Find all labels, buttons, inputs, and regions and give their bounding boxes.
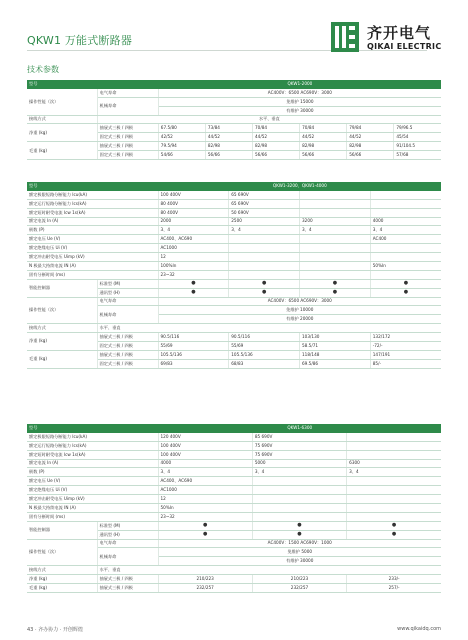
- cell-value: 79/84: [347, 124, 394, 133]
- check-dot: ●: [158, 521, 252, 530]
- table-row: [27, 80, 441, 88]
- cell-value: 50%In: [370, 262, 441, 271]
- header: [0, 0, 468, 62]
- table-row: [27, 297, 441, 306]
- table-row: [27, 432, 441, 441]
- cell-value: 257/-: [347, 584, 441, 593]
- row-label: 额定绝缘电压 Ui (V): [27, 486, 158, 495]
- cell-value: 有维护 30000: [158, 106, 441, 115]
- cell-value: 68/83: [229, 359, 300, 368]
- cell-value: 免维护 5000: [158, 548, 441, 557]
- cell-value: 79/96.5: [394, 124, 441, 133]
- cell-value: [229, 235, 300, 244]
- table-row: [27, 495, 441, 504]
- check-dot: ●: [229, 288, 300, 297]
- table-row: [27, 244, 441, 253]
- table-row: [27, 217, 441, 226]
- cell-value: 90.5/116: [158, 333, 229, 342]
- model-value: QKW1-2000: [158, 80, 441, 88]
- cell-value: 67.5/80: [158, 124, 205, 133]
- row-label: 额定冲击耐受电压 Uimp (kV): [27, 253, 158, 262]
- cell-value: 147/191: [370, 350, 441, 359]
- sub-label: 抽屉式三极 / 四极: [97, 142, 158, 151]
- sub-label: 机械寿命: [97, 97, 158, 115]
- logo: [331, 22, 449, 58]
- model-value: QKW1-3200、QKW1-4000: [158, 182, 441, 190]
- cell-value: 3、4: [370, 226, 441, 235]
- sub-label: 机械寿命: [97, 548, 158, 566]
- table-row: [27, 324, 441, 333]
- cell-value: [347, 441, 441, 450]
- cell-value: -72/-: [370, 342, 441, 351]
- spec-table-3200-4000: [27, 182, 441, 369]
- cell-value: 100%In: [158, 262, 229, 271]
- sub-label: 电气寿命: [97, 297, 158, 306]
- cell-value: 55/69: [229, 342, 300, 351]
- cell-value: 6300: [347, 459, 441, 468]
- cell-value: AC400、AC690: [158, 477, 252, 486]
- logo-icon: [331, 22, 359, 52]
- table-row: [27, 182, 441, 190]
- check-dot: ●: [252, 521, 346, 530]
- cell-value: 82/98: [253, 142, 300, 151]
- cell-value: [229, 244, 300, 253]
- table-row: [27, 350, 441, 359]
- cell-value: [252, 504, 346, 513]
- row-label: 智能控制器: [27, 521, 97, 539]
- cell-value: 4000: [158, 459, 252, 468]
- sub-label: 通讯型 (H): [97, 288, 158, 297]
- cell-value: [347, 477, 441, 486]
- cell-value: 50%In: [158, 504, 252, 513]
- cell-value: 3、4: [158, 468, 252, 477]
- row-label: 毛重 (kg): [27, 142, 97, 160]
- table-row: [27, 486, 441, 495]
- check-dot: ●: [229, 279, 300, 288]
- cell-value: 有维护 30000: [158, 557, 441, 566]
- cell-value: 44/52: [300, 133, 347, 142]
- cell-value: [347, 504, 441, 513]
- cell-value: 85/-: [370, 359, 441, 368]
- cell-value: 3200: [300, 217, 371, 226]
- cell-value: [252, 495, 346, 504]
- cell-value: 105.5/136: [158, 350, 229, 359]
- cell-value: 免维护 10000: [158, 306, 441, 315]
- cell-value: AC1000: [158, 486, 252, 495]
- cell-value: 69.5/86: [300, 359, 371, 368]
- row-label: 额定运行短路分断能力 Ics(kA): [27, 441, 158, 450]
- cell-value: 3、4: [229, 226, 300, 235]
- table-row: [27, 142, 441, 151]
- table-row: [27, 262, 441, 271]
- model-label: 型号: [27, 80, 158, 88]
- row-label: 额定冲击耐受电压 Uimp (kV): [27, 495, 158, 504]
- cell-value: 44/52: [253, 133, 300, 142]
- table-row: [27, 424, 441, 432]
- cell-value: 4000: [370, 217, 441, 226]
- row-label: 固有分断时间 (ms): [27, 512, 158, 521]
- cell-value: 3、4: [252, 468, 346, 477]
- cell-value: 3、4: [300, 226, 371, 235]
- sub-label: 固定式三极 / 四极: [97, 133, 158, 142]
- table-row: [27, 566, 441, 575]
- cell-value: 65 690V: [229, 199, 300, 208]
- logo-en: QIKAI ELECTRIC: [367, 42, 442, 51]
- cell-value: 75 690V: [252, 441, 346, 450]
- cell-value: 105.5/136: [229, 350, 300, 359]
- row-label: 额定电流 In (A): [27, 217, 158, 226]
- sub-label: 抽屉式三极 / 四极: [97, 124, 158, 133]
- cell-value: [370, 244, 441, 253]
- sub-label: 固定式三极 / 四极: [97, 151, 158, 160]
- check-dot: ●: [300, 279, 371, 288]
- row-label: 净重 (kg): [27, 575, 97, 584]
- row-label: 毛重 (kg): [27, 350, 97, 368]
- cell-value: AC1000: [158, 244, 229, 253]
- row-label: 极数 (P): [27, 468, 158, 477]
- cell-value: 54/66: [158, 151, 205, 160]
- cell-value: 80 400V: [158, 208, 229, 217]
- sub-label: 抽屉式三极 / 四极: [97, 350, 158, 359]
- cell-value: AC400V：1500 AC690V：1000: [158, 539, 441, 548]
- cell-value: [300, 190, 371, 199]
- sub-label: 标准型 (M): [97, 279, 158, 288]
- table-row: [27, 270, 441, 279]
- cell-value: 120 400V: [158, 432, 252, 441]
- table-row: [27, 477, 441, 486]
- cell-value: 45/54: [394, 133, 441, 142]
- model-label: 型号: [27, 182, 158, 190]
- check-dot: ●: [252, 530, 346, 539]
- model-value: QKW1-6300: [158, 424, 441, 432]
- spec-table-2000: [27, 80, 441, 160]
- row-label: N 极最大持续电流 IN (A): [27, 504, 158, 513]
- cell-value: 82/98: [300, 142, 347, 151]
- cell-value: [252, 477, 346, 486]
- table-row: [27, 115, 441, 124]
- table-row: [27, 441, 441, 450]
- cell-value: 80 400V: [158, 199, 229, 208]
- cell-value: 水平、垂直: [97, 324, 441, 333]
- sub-label: 电气寿命: [97, 539, 158, 548]
- sub-label: 机械寿命: [97, 306, 158, 324]
- sub-label: 固定式三极 / 四极: [97, 359, 158, 368]
- cell-value: 23~32: [158, 512, 252, 521]
- cell-value: 3、4: [347, 468, 441, 477]
- cell-value: 73/84: [205, 124, 252, 133]
- cell-value: 75 690V: [252, 450, 346, 459]
- cell-value: 70/84: [300, 124, 347, 133]
- table-row: [27, 253, 441, 262]
- table-row: [27, 584, 441, 593]
- table-row: [27, 88, 441, 97]
- cell-value: 50 690V: [229, 208, 300, 217]
- cell-value: 56/66: [347, 151, 394, 160]
- check-dot: ●: [370, 279, 441, 288]
- row-label: 净重 (kg): [27, 333, 97, 351]
- row-label: 操作性能（次）: [27, 539, 97, 566]
- cell-value: 23~32: [158, 270, 229, 279]
- footer-website-link[interactable]: www.qikaidq.com: [397, 626, 441, 632]
- cell-value: 103/130: [300, 333, 371, 342]
- table-row: [27, 235, 441, 244]
- cell-value: 44/52: [205, 133, 252, 142]
- cell-value: 79.5/94: [158, 142, 205, 151]
- cell-value: [370, 199, 441, 208]
- cell-value: 69/83: [158, 359, 229, 368]
- cell-value: 233/-: [347, 575, 441, 584]
- row-label: 额定电流 In (A): [27, 459, 158, 468]
- table-row: [27, 512, 441, 521]
- cell-value: 水平、垂直: [97, 115, 441, 124]
- table-row: [27, 208, 441, 217]
- cell-value: 56/66: [300, 151, 347, 160]
- row-label: 接线方式: [27, 115, 97, 124]
- row-label: 智能控制器: [27, 279, 97, 297]
- table-row: [27, 199, 441, 208]
- cell-value: [347, 512, 441, 521]
- cell-value: [370, 253, 441, 262]
- cell-value: 55/69: [158, 342, 229, 351]
- sub-label: 抽屉式三极 / 四极: [97, 584, 158, 593]
- cell-value: 82/98: [347, 142, 394, 151]
- sub-label: 抽屉式三极 / 四极: [97, 575, 158, 584]
- check-dot: ●: [347, 521, 441, 530]
- table-row: [27, 539, 441, 548]
- cell-value: 210/223: [252, 575, 346, 584]
- sub-label: 标准型 (M): [97, 521, 158, 530]
- cell-value: AC400V：6500 AC690V：3000: [158, 297, 441, 306]
- cell-value: 232/257: [158, 584, 252, 593]
- cell-value: [229, 270, 300, 279]
- cell-value: [300, 262, 371, 271]
- row-label: 固有分断时间 (ms): [27, 270, 158, 279]
- table-row: [27, 521, 441, 530]
- table-row: [27, 124, 441, 133]
- cell-value: 82/98: [205, 142, 252, 151]
- cell-value: [300, 244, 371, 253]
- row-label: 额定短时耐受电流 Icw 1s(kA): [27, 208, 158, 217]
- cell-value: 57/68: [394, 151, 441, 160]
- table-row: [27, 468, 441, 477]
- cell-value: [347, 432, 441, 441]
- cell-value: [300, 208, 371, 217]
- cell-value: 5000: [252, 459, 346, 468]
- table-row: [27, 279, 441, 288]
- spec-table-6300: [27, 424, 441, 593]
- cell-value: [347, 450, 441, 459]
- row-label: 操作性能（次）: [27, 88, 97, 115]
- cell-value: 12: [158, 253, 229, 262]
- sub-label: 固定式三极 / 四极: [97, 342, 158, 351]
- cell-value: 91/104.5: [394, 142, 441, 151]
- cell-value: 42/52: [158, 133, 205, 142]
- cell-value: [300, 199, 371, 208]
- row-label: 额定绝缘电压 Ui (V): [27, 244, 158, 253]
- cell-value: [300, 270, 371, 279]
- row-label: 额定短时耐受电流 Icw 1s(kA): [27, 450, 158, 459]
- row-label: 毛重 (kg): [27, 584, 97, 593]
- row-label: 额定电压 Ue (V): [27, 235, 158, 244]
- table-row: [27, 575, 441, 584]
- table-row: [27, 226, 441, 235]
- cell-value: 56/66: [205, 151, 252, 160]
- cell-value: [370, 208, 441, 217]
- sub-label: 电气寿命: [97, 88, 158, 97]
- row-label: 额定极限短路分断能力 Icu(kA): [27, 190, 158, 199]
- footer-left: 43 · 齐办协力 · 开创辉煌: [27, 627, 83, 633]
- cell-value: AC400V：6500 AC690V：3000: [158, 88, 441, 97]
- cell-value: 100 400V: [158, 190, 229, 199]
- cell-value: 132/172: [370, 333, 441, 342]
- cell-value: 有维护 20000: [158, 315, 441, 324]
- cell-value: 70/84: [253, 124, 300, 133]
- check-dot: ●: [300, 288, 371, 297]
- table-row: [27, 504, 441, 513]
- table-row: [27, 450, 441, 459]
- cell-value: 232/257: [252, 584, 346, 593]
- row-label: 净重 (kg): [27, 124, 97, 142]
- cell-value: [347, 486, 441, 495]
- sub-label: 通讯型 (H): [97, 530, 158, 539]
- row-label: 额定运行短路分断能力 Ics(kA): [27, 199, 158, 208]
- cell-value: [252, 512, 346, 521]
- cell-value: 65 690V: [229, 190, 300, 199]
- cell-value: [300, 253, 371, 262]
- cell-value: AC400: [370, 235, 441, 244]
- cell-value: [370, 190, 441, 199]
- sub-label: 抽屉式三极 / 四极: [97, 333, 158, 342]
- model-label: 型号: [27, 424, 158, 432]
- cell-value: 58.5/71: [300, 342, 371, 351]
- check-dot: ●: [158, 288, 229, 297]
- cell-value: 44/52: [347, 133, 394, 142]
- check-dot: ●: [158, 279, 229, 288]
- page-title: QKW1 万能式断路器: [27, 34, 133, 47]
- cell-value: AC400、AC690: [158, 235, 229, 244]
- cell-value: 90.5/116: [229, 333, 300, 342]
- logo-cn: 齐开电气: [367, 24, 432, 42]
- row-label: 极数 (P): [27, 226, 158, 235]
- cell-value: [252, 486, 346, 495]
- table-row: [27, 333, 441, 342]
- cell-value: 2000: [158, 217, 229, 226]
- cell-value: 100 400V: [158, 441, 252, 450]
- cell-value: [300, 235, 371, 244]
- check-dot: ●: [370, 288, 441, 297]
- cell-value: 2500: [229, 217, 300, 226]
- check-dot: ●: [347, 530, 441, 539]
- cell-value: 210/223: [158, 575, 252, 584]
- row-label: 操作性能（次）: [27, 297, 97, 324]
- cell-value: 100 400V: [158, 450, 252, 459]
- cell-value: [370, 270, 441, 279]
- cell-value: 56/66: [253, 151, 300, 160]
- cell-value: 3、4: [158, 226, 229, 235]
- row-label: 额定电压 Ue (V): [27, 477, 158, 486]
- row-label: N 极最大持续电流 IN (A): [27, 262, 158, 271]
- cell-value: [229, 262, 300, 271]
- cell-value: [347, 495, 441, 504]
- cell-value: 免维护 15000: [158, 97, 441, 106]
- row-label: 接线方式: [27, 566, 97, 575]
- row-label: 接线方式: [27, 324, 97, 333]
- row-label: 额定极限短路分断能力 Icu(kA): [27, 432, 158, 441]
- cell-value: 水平、垂直: [97, 566, 441, 575]
- check-dot: ●: [158, 530, 252, 539]
- cell-value: 12: [158, 495, 252, 504]
- section-title: 技术参数: [27, 65, 59, 74]
- cell-value: [229, 253, 300, 262]
- table-row: [27, 190, 441, 199]
- table-row: [27, 459, 441, 468]
- cell-value: 118/148: [300, 350, 371, 359]
- cell-value: 85 690V: [252, 432, 346, 441]
